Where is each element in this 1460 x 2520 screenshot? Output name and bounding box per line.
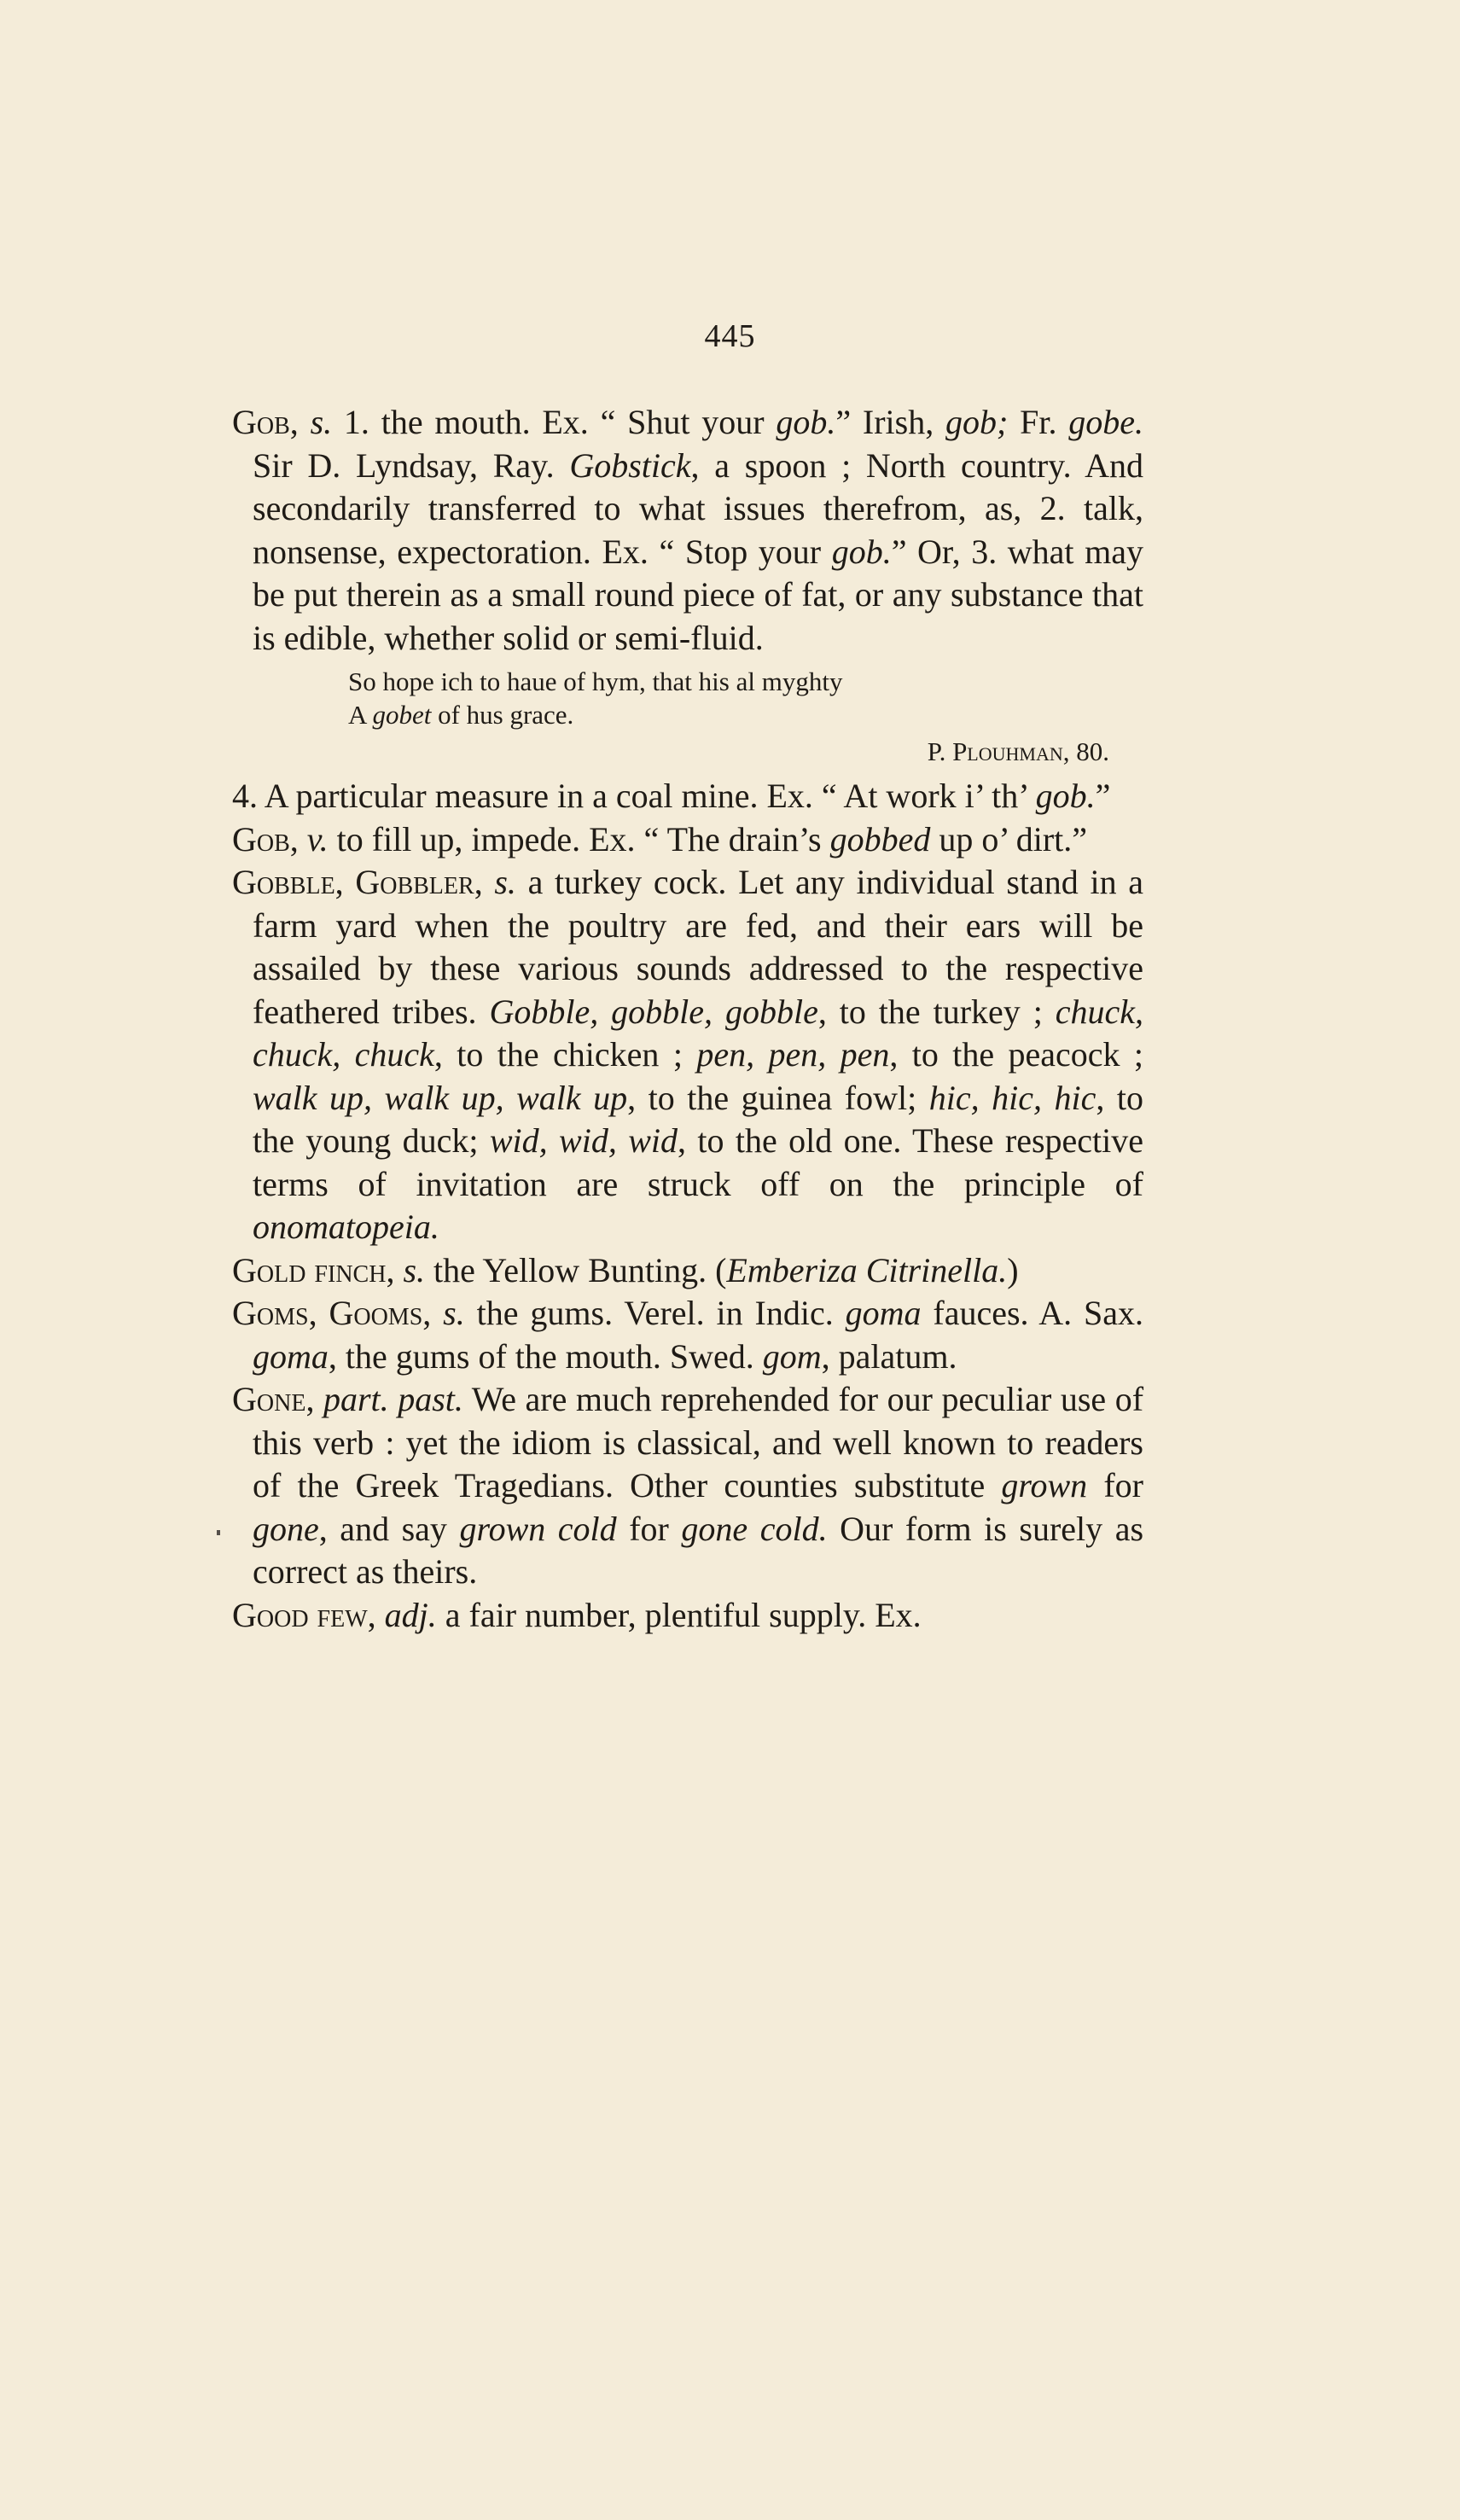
part-of-speech: v. [306,819,329,858]
entry-gold-finch: Gold finch, s. the Yellow Bunting. (Emberiza Citrinella.) [232,1250,1019,1289]
headword: Gone [232,1380,306,1418]
headword: Gobble, Gobbler [232,863,474,901]
part-of-speech: part. past. [323,1380,463,1418]
headword: Gold finch [232,1250,387,1289]
headword: Gob [232,403,290,441]
page-number: 445 [704,318,756,354]
headword: Goms, Gooms [232,1294,423,1332]
entry-gob-noun: Gob, s. 1. the mouth. Ex. “ Shut your gob.” Irish, gob; Fr. gobe. Sir D. Lyndsay, Ray. Gobstick, a spoon ; North country. And secondarily transferred to what issues therefrom, as, 2. talk, nonsense, expectoration. Ex. “ Stop your gob.” Or, 3. what may be put therein as a small round piece of fat, or any substance that is edible, whether solid or semi-fluid. [232,403,1144,657]
part-of-speech: s. [310,403,333,441]
entry-gob-verb: Gob, v. to fill up, impede. Ex. “ The drain’s gobbed up o’ dirt.” [232,819,1088,858]
entry-good-few: Good few, adj. a fair number, plentiful supply. Ex. [232,1595,922,1634]
part-of-speech: adj. [384,1595,437,1634]
quote-citation: P. Plouhman, 80. [927,736,1109,766]
margin-mark [217,1530,220,1535]
part-of-speech: s. [494,863,516,901]
entry-gobble: Gobble, Gobbler, s. a turkey cock. Let any individual stand in a farm yard when the poultry are fed, and their ears will be assailed by these various sounds addressed to the respective feathered tribes. Gobble, gobble, gobble, to the turkey ; chuck, chuck, chuck, to the chicken ; pen, pen, pen, to the peacock ; walk up, walk up, walk up, to the guinea fowl; hic, hic, hic, to the young duck; wid, wid, wid, to the old one. These respective terms of invitation are struck off on the principle of onomatopeia. [232,863,1144,1246]
page-body [232,401,1143,1637]
quote-line: So hope ich to haue of hym, that his al myghty [348,666,843,696]
part-of-speech: s. [403,1250,426,1289]
part-of-speech: s. [443,1294,465,1332]
quote-line: A gobet of hus grace. [348,700,574,730]
entry-goms: Goms, Gooms, s. the gums. Verel. in Indic. goma fauces. A. Sax. goma, the gums of the mouth. Swed. gom, palatum. [232,1294,1143,1376]
headword: Good few [232,1595,368,1634]
entry-gob-sense-4: 4. A particular measure in a coal mine. Ex. “ At work i’ th’ gob.” [232,777,1111,815]
headword: Gob [232,819,290,858]
verse-quotation [348,665,1143,768]
entry-gone: Gone, part. past. We are much reprehended for our peculiar use of this verb : yet the idiom is classical, and well known to readers of the Greek Tragedians. Other counties substitute grown for gone, and say grown cold for gone cold. Our form is surely as correct as theirs. [232,1380,1144,1591]
